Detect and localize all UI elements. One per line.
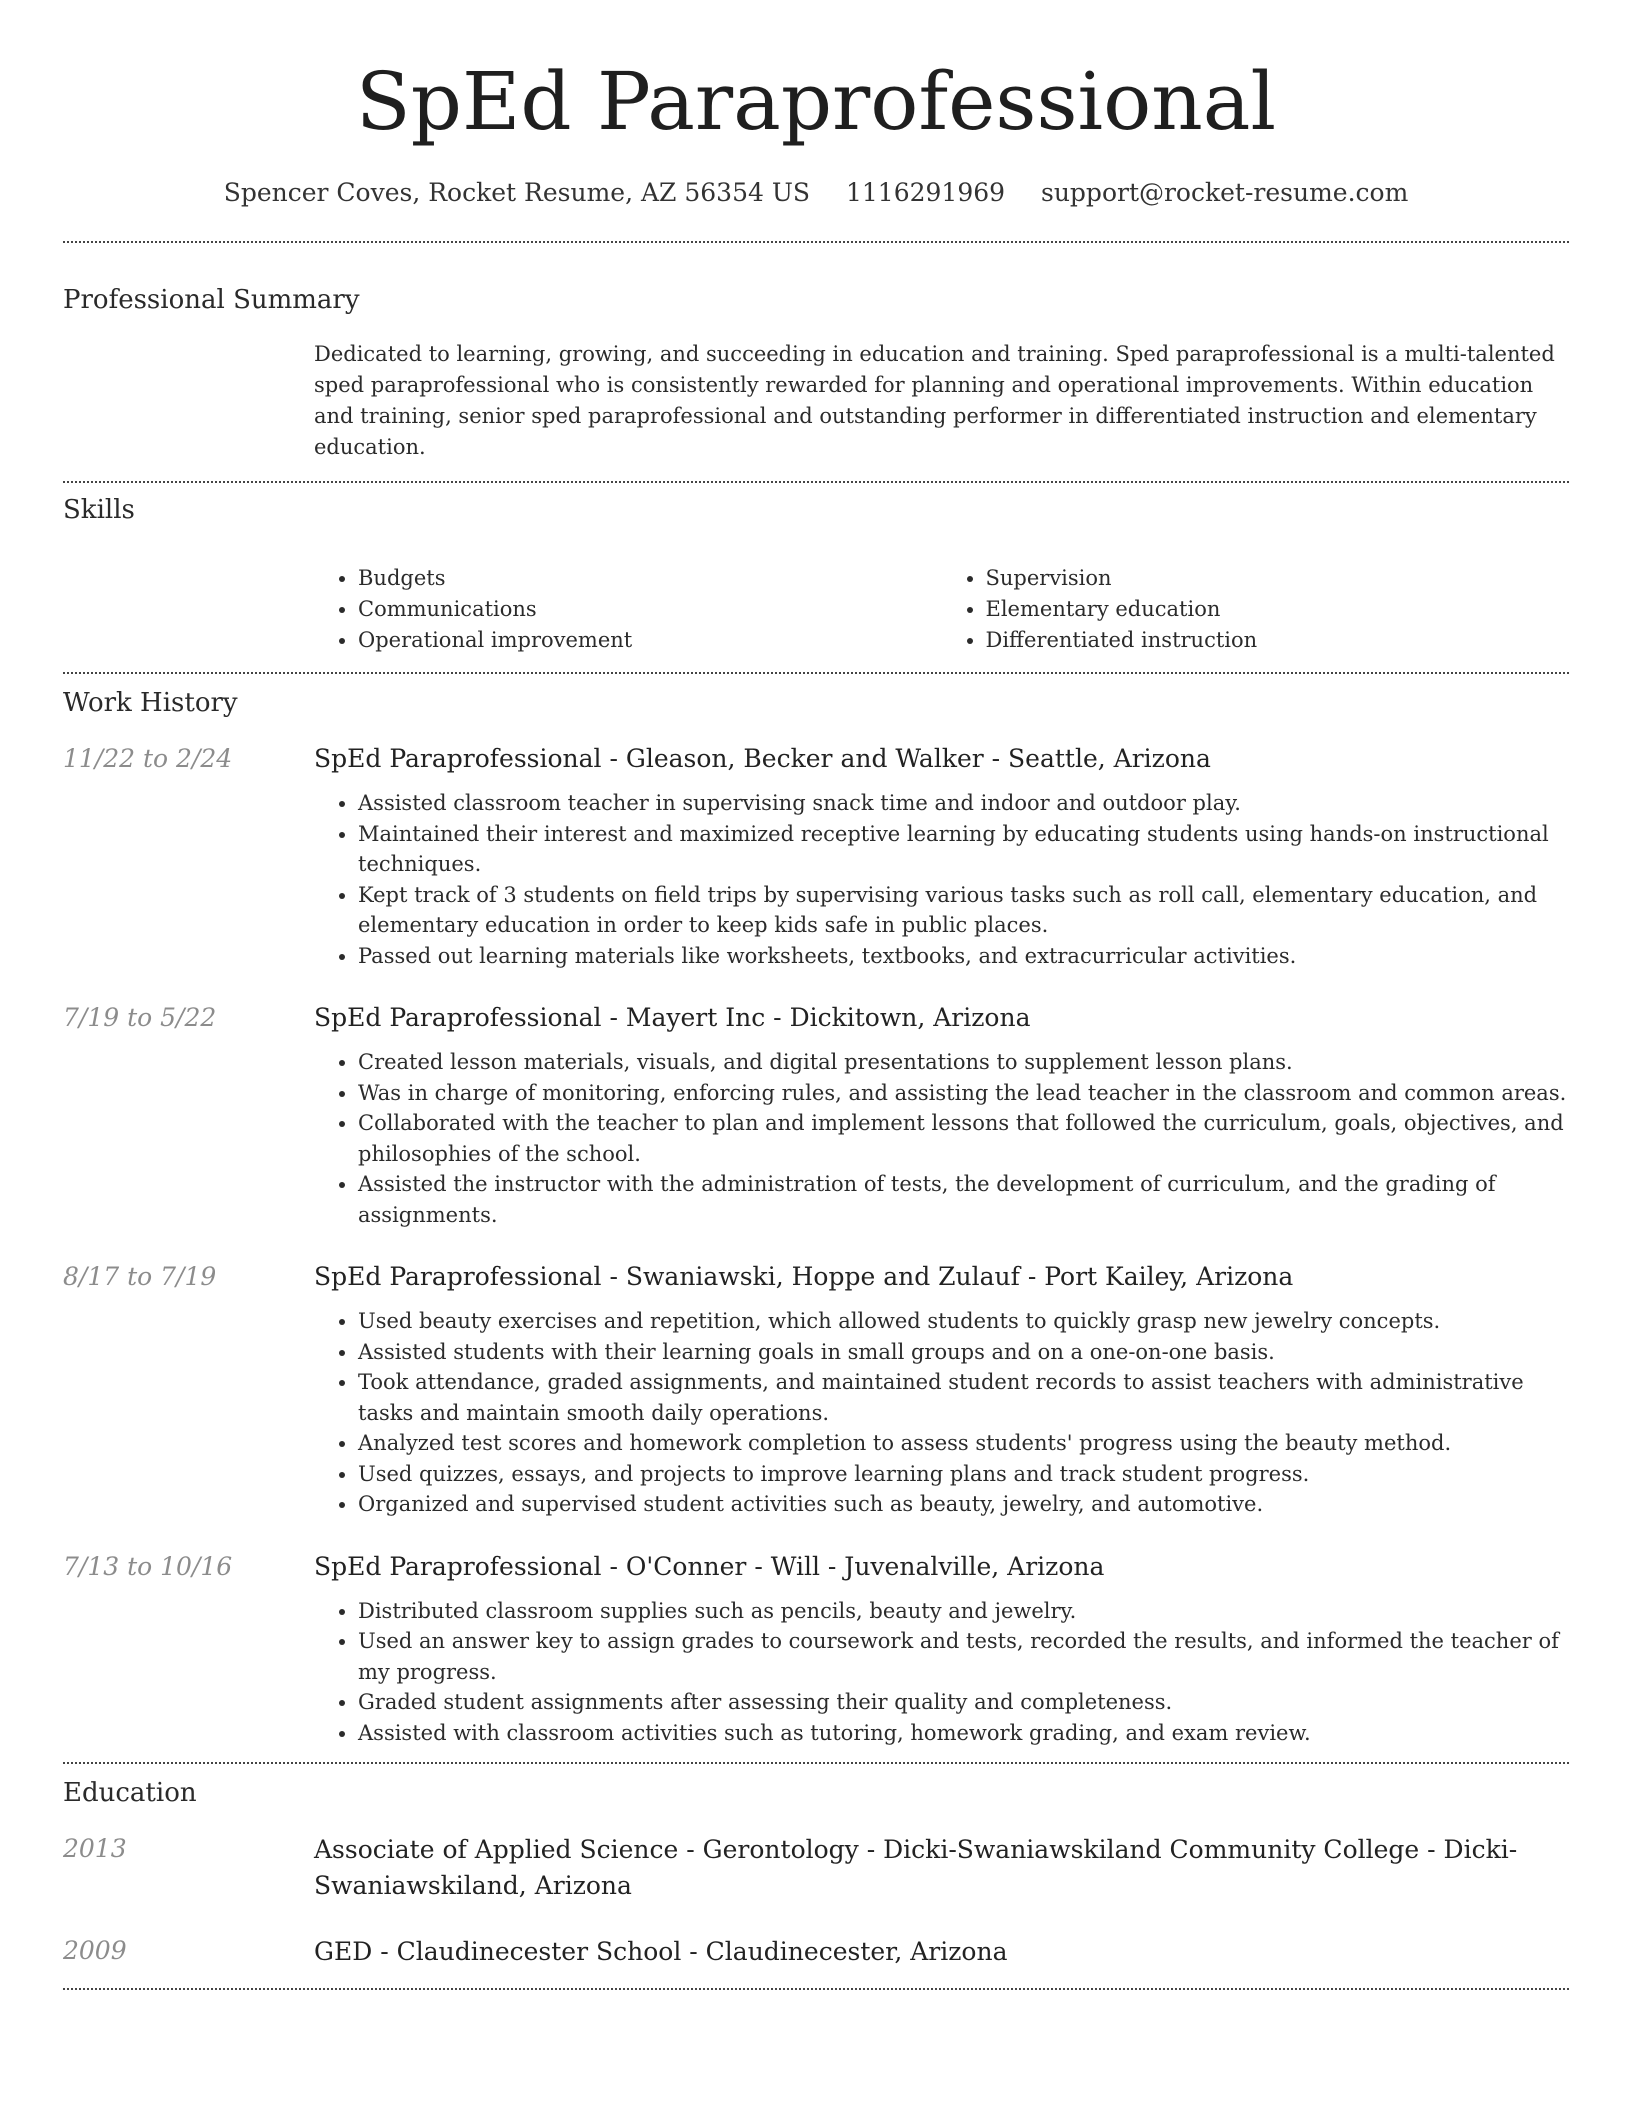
divider <box>63 672 1569 674</box>
contact-phone: 1116291969 <box>845 178 1006 207</box>
education-entry <box>63 1934 1569 1970</box>
summary-text: Dedicated to learning, growing, and succeeding in education and training. Sped paraprofessional is a multi-talented sped paraprofessional who is consistently rewarded for planning and operational improvements. Within education and training, senior sped paraprofessional and outstanding performer in differentiated instruction and elementary education. <box>314 342 1555 459</box>
job-bullet: • Was in charge of monitoring, enforcing rules, and assisting the lead teacher in the classroom and common areas. <box>358 1078 1569 1109</box>
divider <box>63 1988 1569 1990</box>
education-year: 2009 <box>63 1936 127 1965</box>
job-entry <box>63 1001 1569 1230</box>
job-bullet: • Graded student assignments after assessing their quality and completeness. <box>358 1687 1569 1718</box>
job-dates: 11/22 to 2/24 <box>63 744 233 773</box>
job-entry <box>63 1550 1569 1749</box>
job-bullet: • Assisted classroom teacher in supervising snack time and indoor and outdoor play. <box>358 788 1569 819</box>
job-heading: SpEd Paraprofessional - Gleason, Becker and Walker - Seattle, Arizona <box>314 744 1211 773</box>
job-bullet: • Organized and supervised student activities such as beauty, jewelry, and automotive. <box>358 1489 1569 1520</box>
work-history-section <box>63 688 1569 1748</box>
contact-line <box>63 178 1569 207</box>
job-bullet: • Assisted students with their learning goals in small groups and on a one-on-one basis. <box>358 1337 1569 1368</box>
candidate-name: SpEd Paraprofessional <box>355 55 1277 148</box>
skill-item: • Operational improvement <box>358 625 942 656</box>
job-bullet: • Maintained their interest and maximized receptive learning by educating students using hands-on instructional techniques. <box>358 819 1569 880</box>
job-heading: SpEd Paraprofessional - Swaniawski, Hoppe and Zulauf - Port Kailey, Arizona <box>314 1262 1294 1291</box>
job-bullet: • Collaborated with the teacher to plan and implement lessons that followed the curriculum, goals, objectives, and philosophies of the school. <box>358 1108 1569 1169</box>
education-section <box>63 1778 1569 1970</box>
job-heading: SpEd Paraprofessional - O'Conner - Will - Juvenalville, Arizona <box>314 1551 1105 1581</box>
skills-section <box>63 495 1569 672</box>
job-dates: 7/13 to 10/16 <box>63 1551 233 1581</box>
job-entry <box>63 1260 1569 1520</box>
skill-item: • Budgets <box>358 563 942 594</box>
education-title: Education <box>63 1778 197 1808</box>
job-dates: 8/17 to 7/19 <box>63 1262 217 1291</box>
job-bullet: • Used an answer key to assign grades to coursework and tests, recorded the results, and informed the teacher of my progress. <box>358 1626 1569 1687</box>
skills-list-left <box>314 563 942 656</box>
divider <box>63 241 1569 243</box>
summary-section <box>63 285 1569 481</box>
divider <box>63 481 1569 483</box>
job-dates: 7/19 to 5/22 <box>63 1003 217 1032</box>
job-bullet: • Analyzed test scores and homework completion to assess students' progress using the beauty method. <box>358 1428 1569 1459</box>
skill-item: • Communications <box>358 594 942 625</box>
skills-title: Skills <box>63 495 135 525</box>
job-bullet: • Assisted with classroom activities such as tutoring, homework grading, and exam review. <box>358 1718 1569 1749</box>
job-bullets <box>314 1047 1569 1230</box>
job-bullet: • Took attendance, graded assignments, and maintained student records to assist teachers with administrative tasks and maintain smooth daily operations. <box>358 1367 1569 1428</box>
education-entry <box>63 1832 1569 1904</box>
education-heading: GED - Claudinecester School - Claudinecester, Arizona <box>314 1937 1008 1966</box>
job-entry <box>63 742 1569 971</box>
job-bullet: • Kept track of 3 students on field trips by supervising various tasks such as roll call, elementary education, and elementary education in order to keep kids safe in public places. <box>358 880 1569 941</box>
job-bullet: • Used beauty exercises and repetition, which allowed students to quickly grasp new jewelry concepts. <box>358 1306 1569 1337</box>
education-heading: Associate of Applied Science - Gerontology - Dicki-Swaniawskiland Community College - Dicki-Swaniawskiland, Arizona <box>314 1835 1518 1900</box>
job-bullets <box>314 1306 1569 1520</box>
work-history-title: Work History <box>63 688 238 718</box>
divider <box>63 1762 1569 1764</box>
education-year: 2013 <box>63 1834 127 1863</box>
summary-title: Professional Summary <box>63 285 360 315</box>
job-bullet: • Used quizzes, essays, and projects to improve learning plans and track student progress. <box>358 1459 1569 1490</box>
contact-email: support@rocket-resume.com <box>1041 178 1409 207</box>
contact-address: Spencer Coves, Rocket Resume, AZ 56354 US <box>223 178 811 207</box>
job-bullets <box>314 788 1569 971</box>
job-heading: SpEd Paraprofessional - Mayert Inc - Dickitown, Arizona <box>314 1003 1031 1032</box>
job-bullet: • Distributed classroom supplies such as pencils, beauty and jewelry. <box>358 1596 1569 1627</box>
job-bullets <box>314 1596 1569 1749</box>
skill-item: • Supervision <box>986 563 1570 594</box>
job-bullet: • Created lesson materials, visuals, and digital presentations to supplement lesson plans. <box>358 1047 1569 1078</box>
job-bullet: • Passed out learning materials like worksheets, textbooks, and extracurricular activities. <box>358 941 1569 972</box>
skill-item: • Differentiated instruction <box>986 625 1570 656</box>
job-bullet: • Assisted the instructor with the administration of tests, the development of curriculum, and the grading of assignments. <box>358 1169 1569 1230</box>
skills-list-right <box>942 563 1570 656</box>
resume-header <box>63 0 1569 207</box>
skill-item: • Elementary education <box>986 594 1570 625</box>
